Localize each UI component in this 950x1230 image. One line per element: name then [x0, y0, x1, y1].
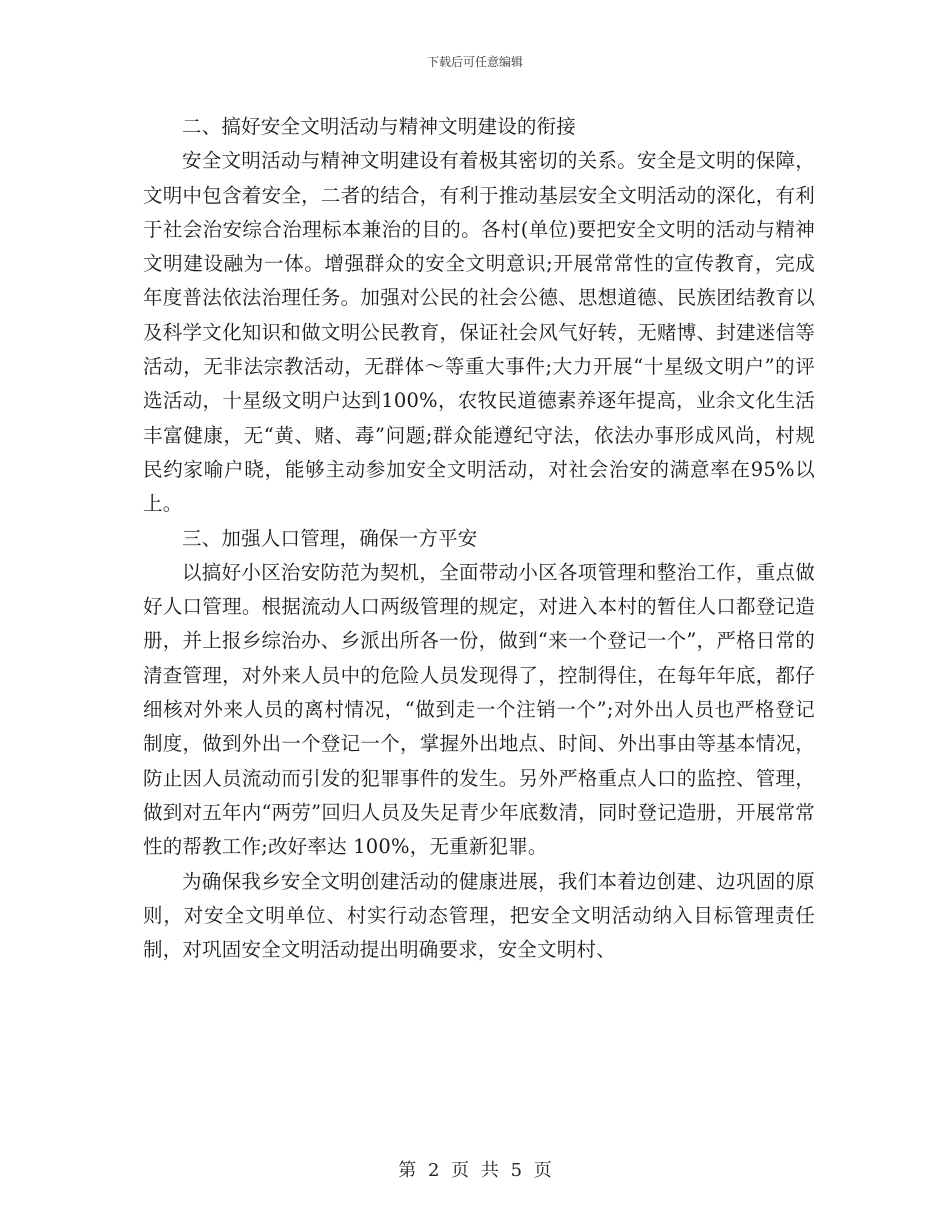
- section-heading: 三、加强人口管理，确保一方平安: [182, 526, 478, 550]
- body-paragraph: 安全文明活动与精神文明建设有着极其密切的关系。安全是文明的保障，文明中包含着安全，二者的结合，有利于推动基层安全文明活动的深化，有利于社会治安综合治理标本兼治的目的。各村(单位)要把安全文明的活动与精神文明建设融为一体。增强群众的安全文明意识;开展常常性的宣传教育，完成年度普法依法治理任务。加强对公民的社会公德、思想道德、民族团结教育以及科学文化知识和做文明公民教育，保证社会风气好转，无赌博、封建迷信等活动，无非法宗教活动，无群体～等重大事件;大力开展“十星级文明户”的评选活动，十星级文明户达到100%，农牧民道德素养逐年提高，业余文化生活丰富健康，无“黄、赌、毒”问题;群众能遵纪守法，依法办事形成风尚，村规民约家喻户晓，能够主动参加安全文明活动，对社会治安的满意率在95%以上。: [143, 149, 815, 516]
- page-number-footer: 第 2 页 共 5 页: [398, 1160, 552, 1181]
- section-heading: 二、搞好安全文明活动与精神文明建设的衔接: [182, 115, 577, 138]
- page-header: 下载后可任意编辑: [426, 55, 523, 69]
- body-paragraph: 以搞好小区治安防范为契机，全面带动小区各项管理和整治工作，重点做好人口管理。根据流动人口两级管理的规定，对进入本村的暂住人口都登记造册，并上报乡综治办、乡派出所各一份，做到“来一个登记一个”，严格日常的清查管理，对外来人员中的危险人员发现得了，控制得住，在每年年底，都仔细核对外来人员的离村情况，“做到走一个注销一个”;对外出人员也严格登记制度，做到外出一个登记一个，掌握外出地点、时间、外出事由等基本情况，防止因人员流动而引发的犯罪事件的发生。另外严格重点人口的监控、管理，做到对五年内“两劳”回归人员及失足青少年底数清，同时登记造册，开展常常性的帮教工作;改好率达 100%，无重新犯罪。: [143, 560, 815, 859]
- document-body: [143, 110, 815, 967]
- body-paragraph: 为确保我乡安全文明创建活动的健康进展，我们本着边创建、边巩固的原则，对安全文明单位、村实行动态管理，把安全文明活动纳入目标管理责任制，对巩固安全文明活动提出明确要求，安全文明村、: [143, 869, 815, 962]
